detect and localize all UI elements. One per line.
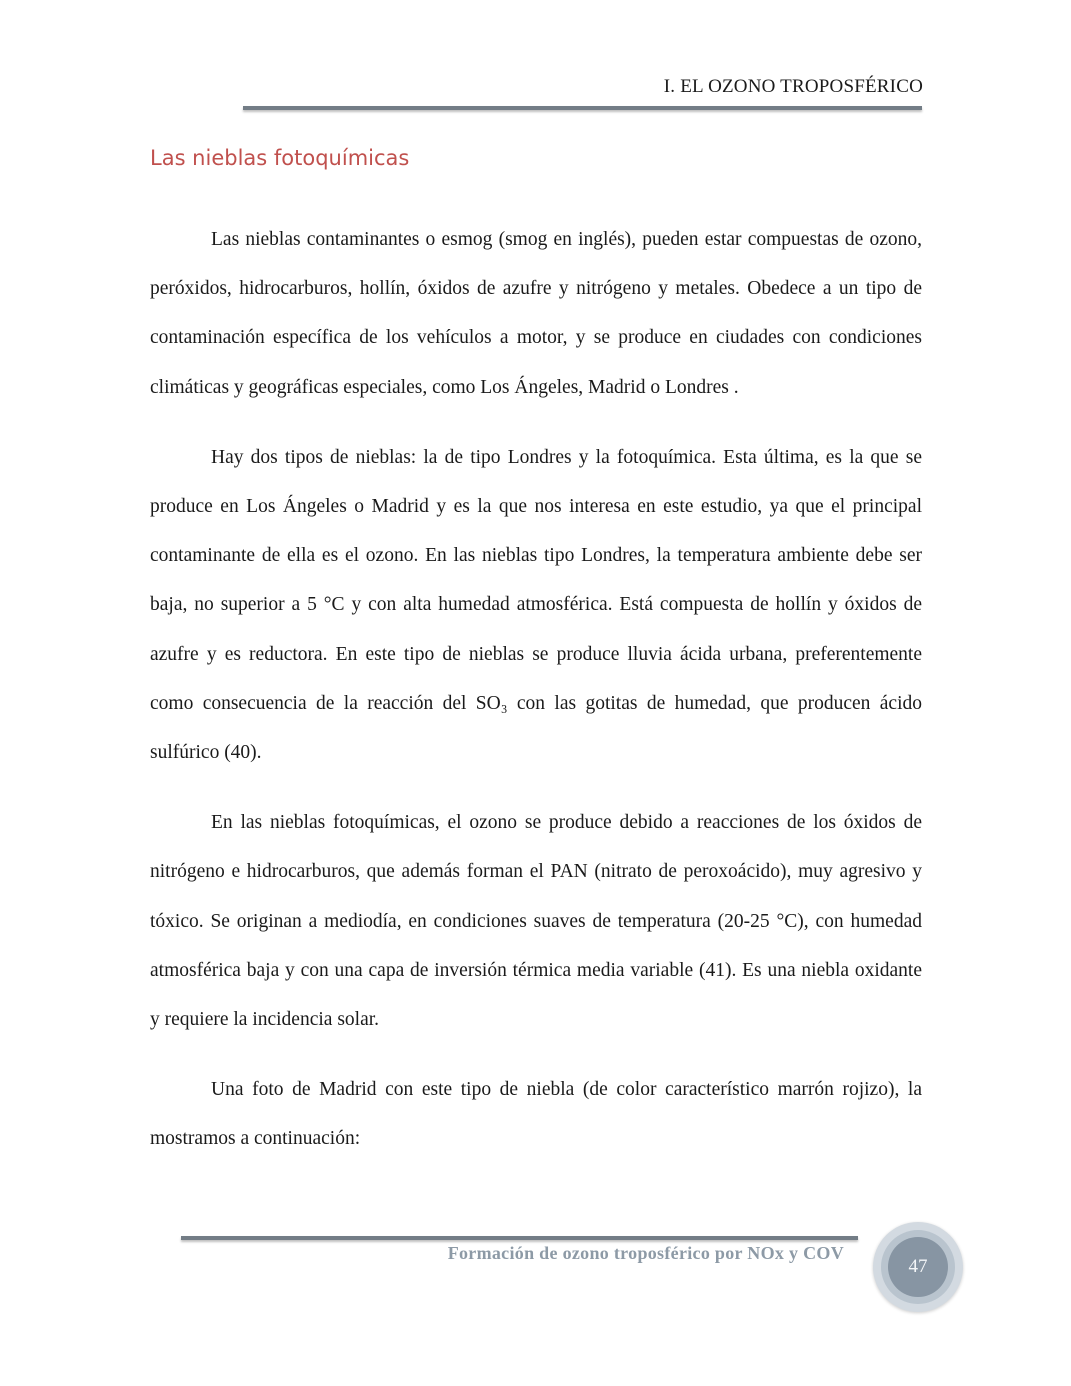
paragraph: Una foto de Madrid con este tipo de niebla (de color característico marrón rojizo), la mostramos a continuación:	[150, 1079, 922, 1150]
header-rule	[243, 106, 922, 110]
paragraph: Hay dos tipos de nieblas: la de tipo Londres y la fotoquímica. Esta última, es la que se produce en Los Ángeles o Madrid y es la que nos interesa en este estudio, ya que el principal contaminante de ella es el ozono. En las nieblas tipo Londres, la temperatura ambiente debe ser baja, no superior a 5 °C y con alta humedad atmosférica. Está compuesta de hollín y óxidos de azufre y es reductora. En este tipo de nieblas se produce lluvia ácida urbana, preferentemente como consecuencia de la reacción del SO₃ con las gotitas de humedad, que producen ácido sulfúrico (40).	[150, 446, 922, 764]
footer-book-title: Formación de ozono troposférico por NOx y COV	[447, 1243, 844, 1263]
running-header: I. EL OZONO TROPOSFÉRICO	[663, 76, 923, 97]
body-text	[150, 215, 922, 1185]
footer-rule	[181, 1236, 858, 1240]
page-number: 47	[888, 1237, 948, 1297]
page-number-badge	[873, 1222, 963, 1312]
section-title: Las nieblas fotoquímicas	[150, 146, 410, 170]
paragraph: En las nieblas fotoquímicas, el ozono se produce debido a reacciones de los óxidos de nitrógeno e hidrocarburos, que además forman el PAN (nitrato de peroxoácido), muy agresivo y tóxico. Se originan a mediodía, en condiciones suaves de temperatura (20-25 °C), con humedad atmosférica baja y con una capa de inversión térmica media variable (41). Es una niebla oxidante y requiere la incidencia solar.	[150, 812, 922, 1031]
paragraph: Las nieblas contaminantes o esmog (smog en inglés), pueden estar compuestas de ozono, peróxidos, hidrocarburos, hollín, óxidos de azufre y nitrógeno y metales. Obedece a un tipo de contaminación específica de los vehículos a motor, y se produce en ciudades con condiciones climáticas y geográficas especiales, como Los Ángeles, Madrid o Londres .	[150, 229, 922, 398]
